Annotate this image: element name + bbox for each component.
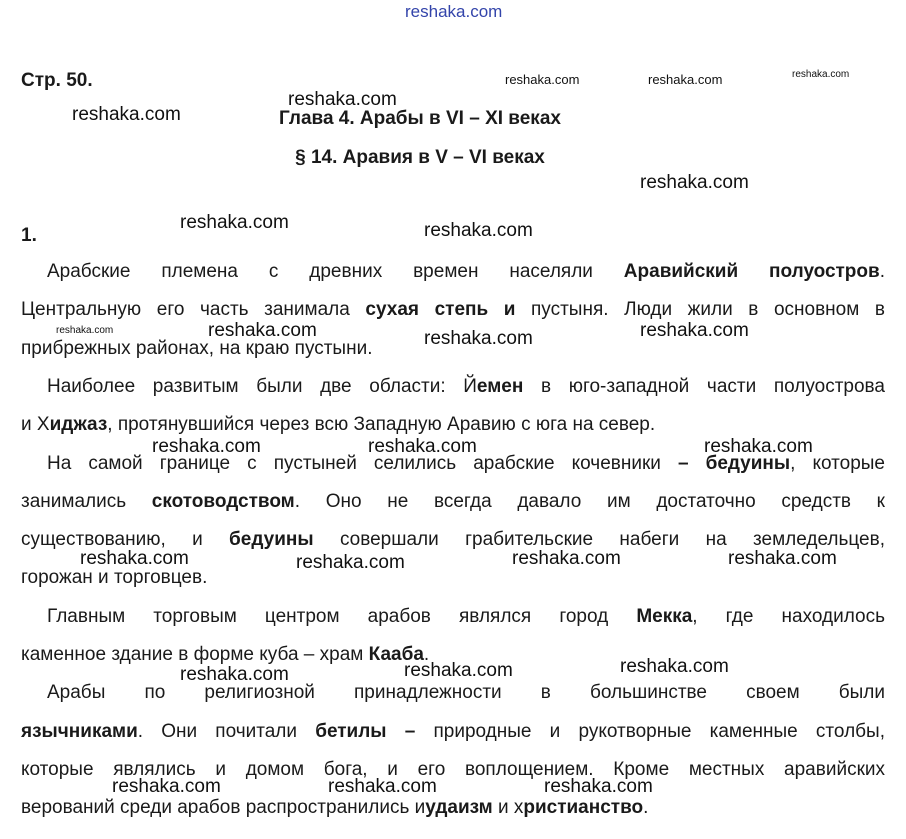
watermark: reshaka.com (620, 656, 729, 677)
watermark: reshaka.com (152, 436, 261, 457)
paragraph-line: язычниками. Они почитали бетилы – природные и рукотворные каменные столбы, (21, 721, 885, 742)
watermark: reshaka.com (640, 320, 749, 341)
watermark: reshaka.com (288, 89, 397, 110)
watermark: reshaka.com (80, 548, 189, 569)
watermark: reshaka.com (180, 664, 289, 685)
watermark: reshaka.com (640, 172, 749, 193)
paragraph-line: занимались скотоводством. Оно не всегда давало им достаточно средств к (21, 491, 885, 512)
paragraph-line: каменное здание в форме куба – храм Кааба. (21, 644, 430, 665)
watermark: reshaka.com (328, 776, 437, 797)
watermark: reshaka.com (72, 104, 181, 125)
watermark: reshaka.com (544, 776, 653, 797)
paragraph-line: Арабские племена с древних времен населяли Аравийский полуостров. (47, 261, 885, 282)
section-title: § 14. Аравия в V – VI веках (295, 147, 545, 168)
watermark: reshaka.com (56, 325, 114, 336)
watermark: reshaka.com (404, 660, 513, 681)
watermark: reshaka.com (424, 328, 533, 349)
paragraph-line: горожан и торговцев. (21, 567, 208, 588)
watermark: reshaka.com (505, 72, 580, 87)
paragraph-line: верований среди арабов распространились иудаизм и христианство. (21, 797, 649, 818)
paragraph-line: существованию, и бедуины совершали грабительские набеги на земледельцев, (21, 529, 886, 550)
paragraph-line: Центральную его часть занимала сухая степь и пустыня. Люди жили в основном в (21, 299, 885, 320)
watermark: reshaka.com (728, 548, 837, 569)
paragraph-line: Арабы по религиозной принадлежности в большинстве своем были (47, 682, 885, 703)
watermark: reshaka.com (648, 72, 723, 87)
watermark: reshaka.com (180, 212, 289, 233)
paragraph-line: прибрежных районах, на краю пустыни. (21, 338, 373, 359)
chapter-title: Глава 4. Арабы в VI – XI веках (279, 108, 561, 129)
watermark: reshaka.com (792, 69, 850, 80)
watermark: reshaka.com (208, 320, 317, 341)
paragraph-line: Главным торговым центром арабов являлся город Мекка, где находилось (47, 606, 885, 627)
watermark: reshaka.com (424, 220, 533, 241)
watermark: reshaka.com (368, 436, 477, 457)
paragraph-line: На самой границе с пустыней селились арабские кочевники – бедуины, которые (47, 453, 885, 474)
watermark: reshaka.com (704, 436, 813, 457)
paragraph-line: и Хиджаз, протянувшийся через всю Западную Аравию с юга на север. (21, 414, 656, 435)
task-number: 1. (21, 225, 37, 246)
paragraph-line: которые являлись и домом бога, и его воплощением. Кроме местных аравийских (21, 759, 885, 780)
watermark-top: reshaka.com (405, 2, 503, 21)
watermark: reshaka.com (296, 552, 405, 573)
page-label: Стр. 50. (21, 70, 93, 91)
watermark: reshaka.com (112, 776, 221, 797)
paragraph-line: Наиболее развитым были две области: Йемен в юго-западной части полуострова (47, 376, 885, 397)
watermark: reshaka.com (512, 548, 621, 569)
